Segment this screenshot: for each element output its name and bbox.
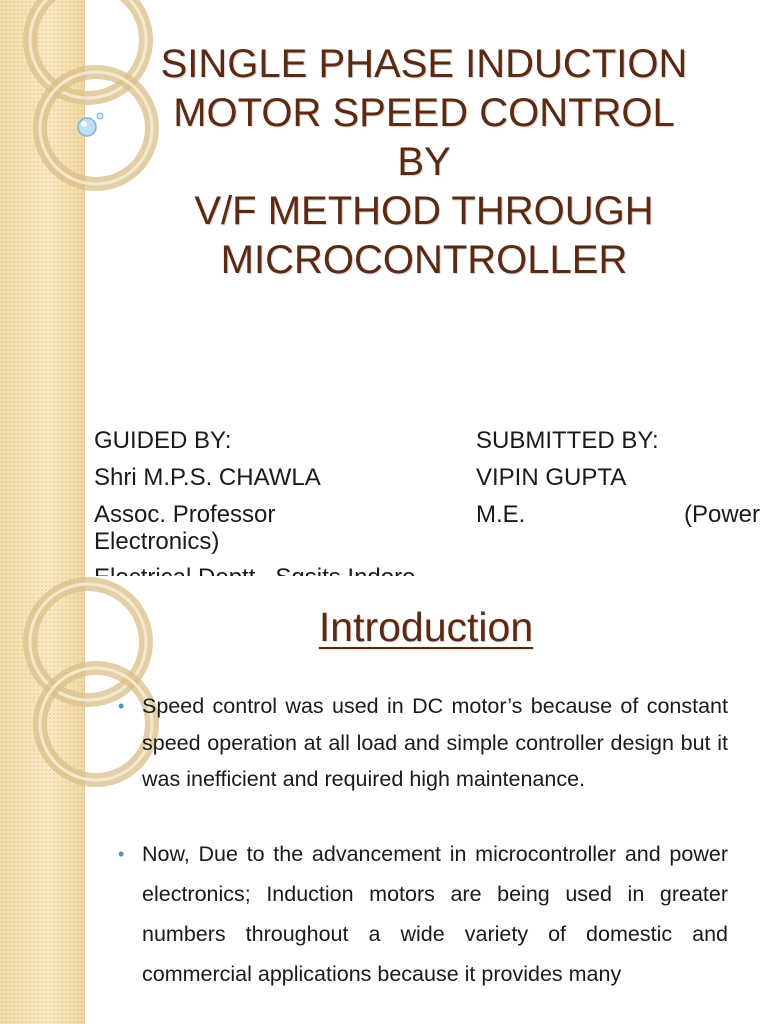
bullet-list: [118, 688, 728, 994]
bullet-text: Now, Due to the advancement in microcontroller and power electronics; Induction motors are being used in greater numbers throughout a wide variety of domestic and commercial applications because it provides many: [142, 841, 728, 986]
guided-by-heading: GUIDED BY:: [94, 427, 232, 454]
bullet-icon: •: [118, 843, 125, 864]
student-course: [476, 496, 760, 533]
title-line: MOTOR SPEED CONTROL: [173, 91, 675, 135]
course-prefix: M.E.: [476, 501, 526, 528]
student-name: VIPIN GUPTA: [476, 464, 627, 491]
course-branch-start: (Power: [683, 501, 760, 528]
course-branch-end: Electronics): [94, 528, 220, 555]
guide-name: Shri M.P.S. CHAWLA: [94, 464, 321, 491]
guide-designation: Assoc. Professor: [94, 501, 276, 528]
title-line: SINGLE PHASE INDUCTION: [160, 42, 688, 86]
introduction-slide: [0, 576, 768, 1024]
list-item: [118, 834, 728, 994]
submitted-by-heading: SUBMITTED BY:: [476, 427, 659, 454]
list-item: [118, 688, 728, 798]
bullet-text: Speed control was used in DC motor’s because of constant speed operation at all load and simple controller design but it was inefficient and required high maintenance.: [142, 694, 728, 791]
title-line: BY: [397, 140, 451, 184]
slide-heading: Introduction: [318, 604, 534, 650]
bubble-icon: [78, 118, 96, 136]
submitted-by-column: [476, 422, 766, 533]
title-line: V/F METHOD THROUGH: [194, 189, 654, 233]
bullet-icon: •: [118, 696, 125, 716]
title-line: MICROCONTROLLER: [220, 238, 628, 282]
guided-by-column: [94, 422, 474, 533]
presentation-title: [110, 40, 738, 285]
